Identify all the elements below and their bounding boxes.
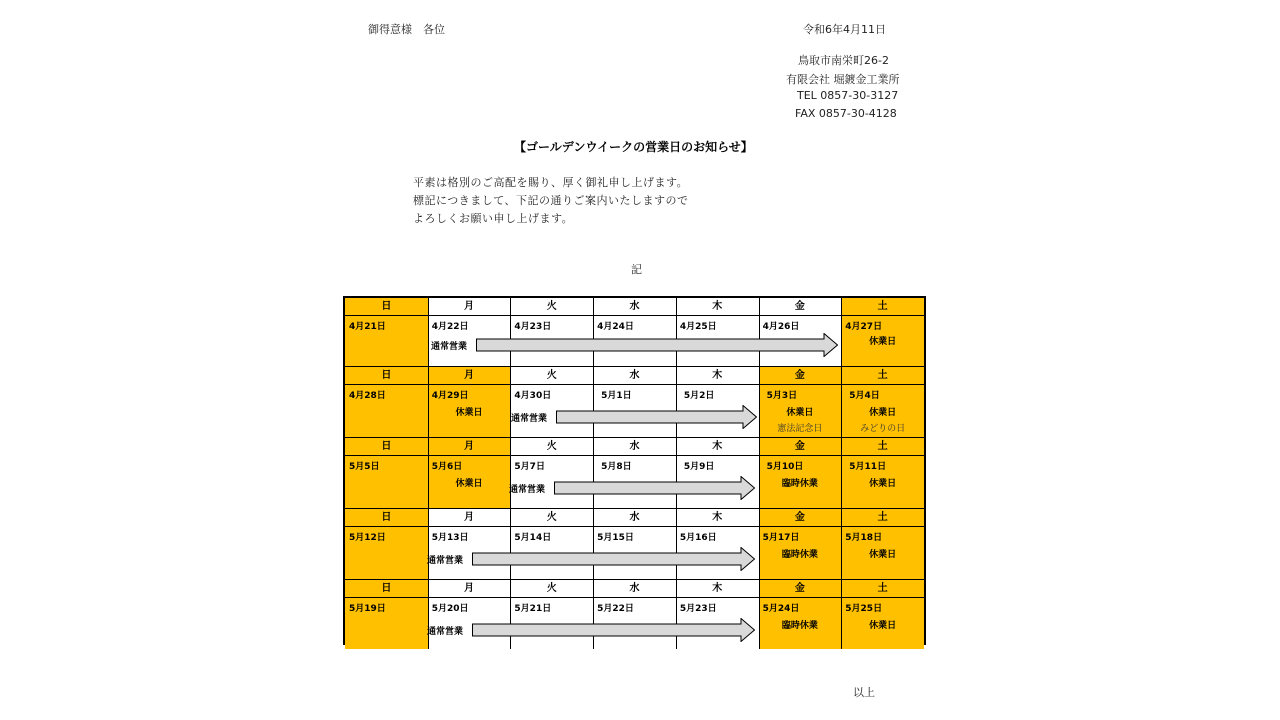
day-date: 4月26日 [762, 322, 800, 332]
day-status: 休業日 [869, 408, 897, 418]
day-cell [345, 316, 428, 366]
day-date: 5月22日 [597, 604, 634, 614]
column-divider [841, 367, 842, 437]
weekday-header: 水 [593, 438, 676, 455]
business-label: 通常営業 [427, 627, 464, 637]
sender-fax: FAX 0857-30-4128 [795, 107, 897, 120]
day-status: 休業日 [869, 550, 897, 560]
day-status: 休業日 [869, 479, 897, 489]
day-date: 5月7日 [514, 462, 545, 472]
day-date: 5月8日 [601, 462, 632, 472]
weekday-header: 火 [510, 367, 593, 384]
day-cell [759, 527, 842, 579]
holiday-name: みどりの日 [860, 424, 906, 434]
day-status: 休業日 [786, 408, 814, 418]
day-date: 5月17日 [762, 533, 800, 543]
weekday-header: 金 [759, 298, 842, 315]
weekday-header: 金 [759, 580, 842, 597]
day-date: 5月5日 [349, 462, 380, 472]
sender-tel: TEL 0857-30-3127 [797, 89, 899, 102]
weekday-header: 木 [676, 509, 759, 526]
day-date: 5月16日 [679, 533, 717, 543]
day-date: 4月29日 [431, 391, 469, 401]
business-period-arrow [556, 405, 757, 429]
day-status: 休業日 [455, 479, 483, 489]
weekday-header: 火 [510, 580, 593, 597]
business-period-arrow [472, 547, 755, 571]
day-date: 5月19日 [349, 604, 386, 614]
day-cell [428, 456, 511, 508]
weekday-header: 木 [676, 367, 759, 384]
day-cell [345, 598, 428, 649]
weekday-header: 月 [428, 509, 511, 526]
recipient: 御得意様 各位 [368, 23, 445, 36]
day-date: 5月18日 [845, 533, 883, 543]
day-status: 臨時休業 [781, 550, 818, 560]
day-date: 4月27日 [845, 322, 883, 332]
weekday-header: 水 [593, 580, 676, 597]
day-cell [841, 385, 924, 437]
weekday-header: 金 [759, 509, 842, 526]
weekday-header: 月 [428, 580, 511, 597]
day-status: 臨時休業 [781, 621, 818, 631]
column-divider [759, 580, 760, 649]
day-cell [759, 385, 842, 437]
day-date: 5月6日 [431, 462, 463, 472]
business-label: 通常営業 [431, 342, 468, 352]
weekday-header: 木 [676, 438, 759, 455]
weekday-header: 水 [593, 509, 676, 526]
day-date: 5月10日 [766, 462, 804, 472]
day-date: 4月25日 [679, 322, 717, 332]
weekday-header: 日 [345, 367, 428, 384]
day-cell [345, 456, 428, 508]
column-divider [759, 509, 760, 579]
weekday-header: 土 [841, 367, 924, 384]
column-divider [428, 367, 429, 437]
day-status: 休業日 [869, 621, 897, 631]
day-date: 5月1日 [601, 391, 632, 401]
closing-text: 以上 [853, 686, 875, 699]
day-date: 4月21日 [349, 322, 386, 332]
day-date: 5月25日 [845, 604, 883, 614]
weekday-header: 月 [428, 298, 511, 315]
day-date: 5月14日 [514, 533, 552, 543]
weekday-header: 日 [345, 509, 428, 526]
body-line-3: よろしくお願い申し上げます。 [413, 212, 574, 225]
business-period-arrow [476, 333, 838, 357]
weekday-header: 月 [428, 438, 511, 455]
weekday-header: 火 [510, 438, 593, 455]
column-divider [510, 438, 511, 508]
weekday-header: 日 [345, 438, 428, 455]
weekday-header: 火 [510, 298, 593, 315]
business-period-arrow [554, 476, 755, 500]
weekday-header: 木 [676, 580, 759, 597]
weekday-header: 金 [759, 438, 842, 455]
day-cell [759, 598, 842, 649]
holiday-name: 憲法記念日 [777, 424, 823, 434]
day-date: 5月15日 [597, 533, 634, 543]
weekday-header: 日 [345, 298, 428, 315]
day-date: 5月12日 [349, 533, 386, 543]
column-divider [759, 438, 760, 508]
day-cell [345, 385, 428, 437]
day-date: 4月24日 [597, 322, 634, 332]
day-date: 5月3日 [766, 391, 798, 401]
day-date: 4月23日 [514, 322, 552, 332]
day-status: 休業日 [869, 337, 897, 347]
ki-label: 記 [631, 263, 642, 276]
weekday-header: 土 [841, 438, 924, 455]
column-divider [510, 367, 511, 437]
column-divider [428, 438, 429, 508]
day-date: 5月24日 [762, 604, 800, 614]
business-label: 通常営業 [427, 556, 464, 566]
weekday-header: 金 [759, 367, 842, 384]
day-date: 5月13日 [431, 533, 469, 543]
weekday-header: 水 [593, 298, 676, 315]
weekday-header: 火 [510, 509, 593, 526]
day-status: 休業日 [455, 408, 483, 418]
day-date: 5月23日 [679, 604, 717, 614]
calendar-table [343, 296, 926, 645]
sender-address: 鳥取市南栄町26-2 [798, 54, 889, 67]
day-cell [841, 316, 924, 366]
body-line-1: 平素は格別のご高配を賜り、厚く御礼申し上げます。 [413, 176, 689, 189]
column-divider [759, 367, 760, 437]
weekday-header: 月 [428, 367, 511, 384]
day-date: 5月4日 [849, 391, 880, 401]
day-cell [841, 598, 924, 649]
document-date: 令和6年4月11日 [803, 23, 886, 36]
day-date: 5月20日 [431, 604, 469, 614]
day-status: 臨時休業 [781, 479, 818, 489]
weekday-header: 土 [841, 509, 924, 526]
weekday-header: 土 [841, 580, 924, 597]
sender-company: 有限会社 堀鍍金工業所 [786, 73, 900, 86]
weekday-header: 木 [676, 298, 759, 315]
day-cell [841, 527, 924, 579]
column-divider [428, 509, 429, 579]
day-date: 4月22日 [431, 322, 469, 332]
day-cell [428, 385, 511, 437]
column-divider [428, 580, 429, 649]
column-divider [841, 580, 842, 649]
day-date: 5月11日 [849, 462, 887, 472]
day-date: 4月30日 [514, 391, 552, 401]
day-cell [759, 456, 842, 508]
day-cell [345, 527, 428, 579]
weekday-header: 水 [593, 367, 676, 384]
business-label: 通常営業 [509, 485, 546, 495]
day-date: 5月21日 [514, 604, 552, 614]
column-divider [841, 438, 842, 508]
page-title: 【ゴールデンウイークの営業日のお知らせ】 [514, 140, 753, 154]
column-divider [841, 509, 842, 579]
column-divider [428, 298, 429, 366]
day-date: 5月9日 [683, 462, 715, 472]
day-date: 5月2日 [683, 391, 715, 401]
day-date: 4月28日 [349, 391, 386, 401]
column-divider [841, 298, 842, 366]
weekday-header: 土 [841, 298, 924, 315]
business-period-arrow [472, 618, 755, 642]
day-cell [841, 456, 924, 508]
body-line-2: 標記につきまして、下記の通りご案内いたしますので [413, 194, 689, 207]
weekday-header: 日 [345, 580, 428, 597]
business-label: 通常営業 [511, 414, 548, 424]
